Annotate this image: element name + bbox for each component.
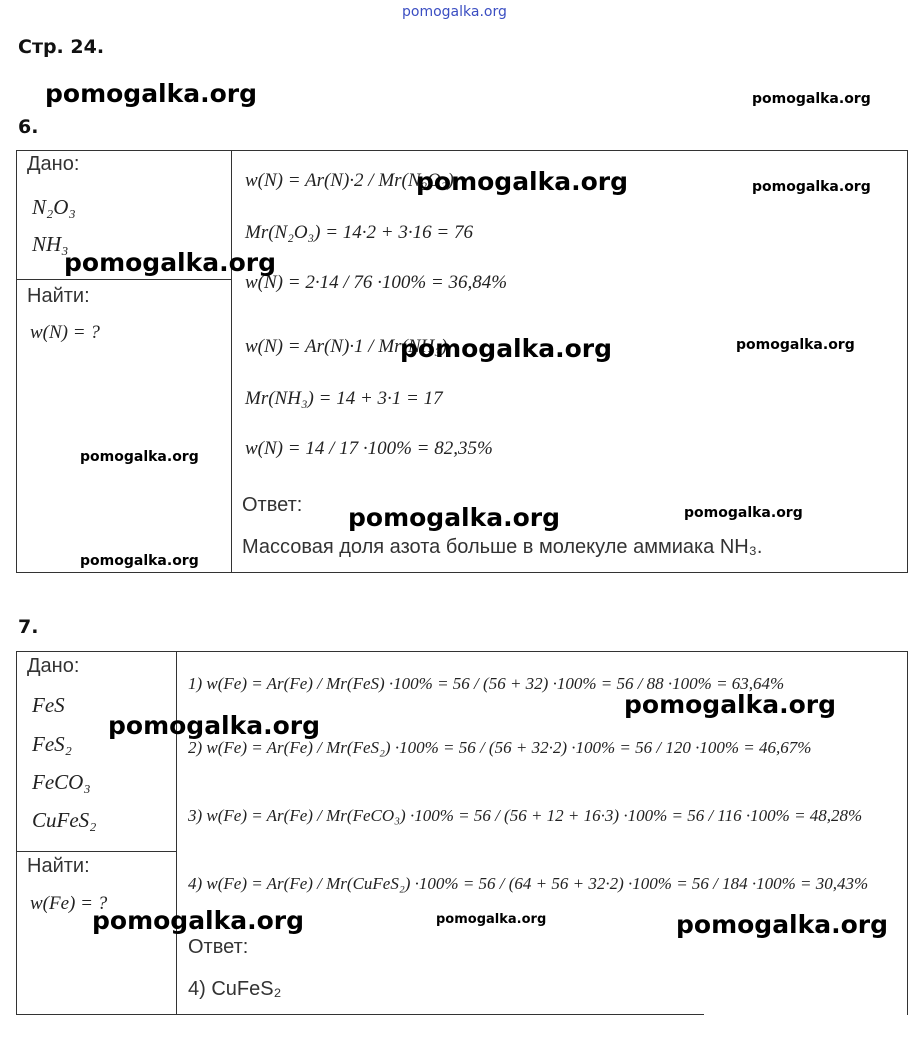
watermark: pomogalka.org	[676, 910, 889, 939]
task-6-given-item: NH₃	[32, 232, 69, 256]
task-7-given-label: Дано:	[27, 655, 80, 677]
task-6-given-item: N₂O₃	[32, 195, 76, 219]
task-7-answer-label: Ответ:	[188, 936, 249, 958]
task-7-find-value: w(Fe) = ?	[30, 893, 108, 914]
task-6-given-label: Дано:	[27, 153, 80, 175]
task-6-formula-line: Mr(N₂O₃) = 14·2 + 3·16 = 76	[245, 222, 473, 243]
task-7-answer-text: 4) CuFeS₂	[188, 978, 282, 1000]
task-7-given-separator	[16, 851, 176, 852]
task-7-number: 7.	[18, 616, 39, 638]
task-7-bottom-border	[16, 1014, 704, 1015]
watermark: pomogalka.org	[400, 334, 613, 363]
watermark: pomogalka.org	[752, 179, 871, 195]
task-7-divider	[176, 651, 177, 1015]
task-7-given-item: FeCO₃	[32, 770, 91, 794]
watermark: pomogalka.org	[92, 906, 305, 935]
task-7-formula-line: 2) w(Fe) = Ar(Fe) / Mr(FeS₂) ·100% = 56 / (56 + 32·2) ·100% = 56 / 120 ·100% = 46,67%	[188, 738, 812, 757]
task-7-given-item: CuFeS₂	[32, 808, 97, 832]
task-7-formula-line: 4) w(Fe) = Ar(Fe) / Mr(CuFeS₂) ·100% = 56 / (64 + 56 + 32·2) ·100% = 56 / 184 ·100% = 30,43%	[188, 874, 869, 893]
task-7-given-item: FeS₂	[32, 732, 72, 756]
watermark: pomogalka.org	[45, 79, 258, 108]
task-6-formula-line: w(N) = Ar(N)·1 / Mr(NH₃)	[245, 336, 448, 357]
task-7-formula-line: 1) w(Fe) = Ar(Fe) / Mr(FeS) ·100% = 56 / (56 + 32) ·100% = 56 / 88 ·100% = 63,64%	[188, 674, 785, 693]
watermark: pomogalka.org	[108, 711, 321, 740]
task-6-formula-line: w(N) = Ar(N)·2 / Mr(N₂O₃)	[245, 170, 454, 191]
watermark: pomogalka.org	[416, 167, 629, 196]
task-6-number: 6.	[18, 116, 39, 138]
task-6-formula-line: w(N) = 2·14 / 76 ·100% = 36,84%	[245, 272, 508, 293]
watermark: pomogalka.org	[436, 912, 547, 927]
watermark: pomogalka.org	[80, 449, 199, 465]
watermark: pomogalka.org	[684, 505, 803, 521]
watermark: pomogalka.org	[752, 91, 871, 107]
watermark: pomogalka.org	[348, 503, 561, 532]
task-6-find-label: Найти:	[27, 285, 90, 307]
task-6-divider	[231, 150, 232, 573]
task-7-given-item: FeS	[32, 693, 65, 717]
watermark: pomogalka.org	[624, 690, 837, 719]
watermark: pomogalka.org	[80, 553, 199, 569]
task-7-find-label: Найти:	[27, 855, 90, 877]
task-6-answer-text: Массовая доля азота больше в молекуле аммиака NH₃.	[242, 536, 763, 558]
task-6-formula-line: Mr(NH₃) = 14 + 3·1 = 17	[245, 388, 443, 409]
watermark: pomogalka.org	[736, 337, 855, 353]
task-6-formula-line: w(N) = 14 / 17 ·100% = 82,35%	[245, 438, 493, 459]
task-6-find-value: w(N) = ?	[30, 322, 100, 343]
task-7-formula-line: 3) w(Fe) = Ar(Fe) / Mr(FeCO₃) ·100% = 56 / (56 + 12 + 16·3) ·100% = 56 / 116 ·100% = 48,28%	[188, 806, 863, 825]
page-label: Стр. 24.	[18, 36, 105, 58]
watermark: pomogalka.org	[64, 248, 277, 277]
task-6-given-separator	[16, 279, 231, 280]
task-6-answer-label: Ответ:	[242, 494, 303, 516]
site-link[interactable]: pomogalka.org	[402, 4, 507, 20]
